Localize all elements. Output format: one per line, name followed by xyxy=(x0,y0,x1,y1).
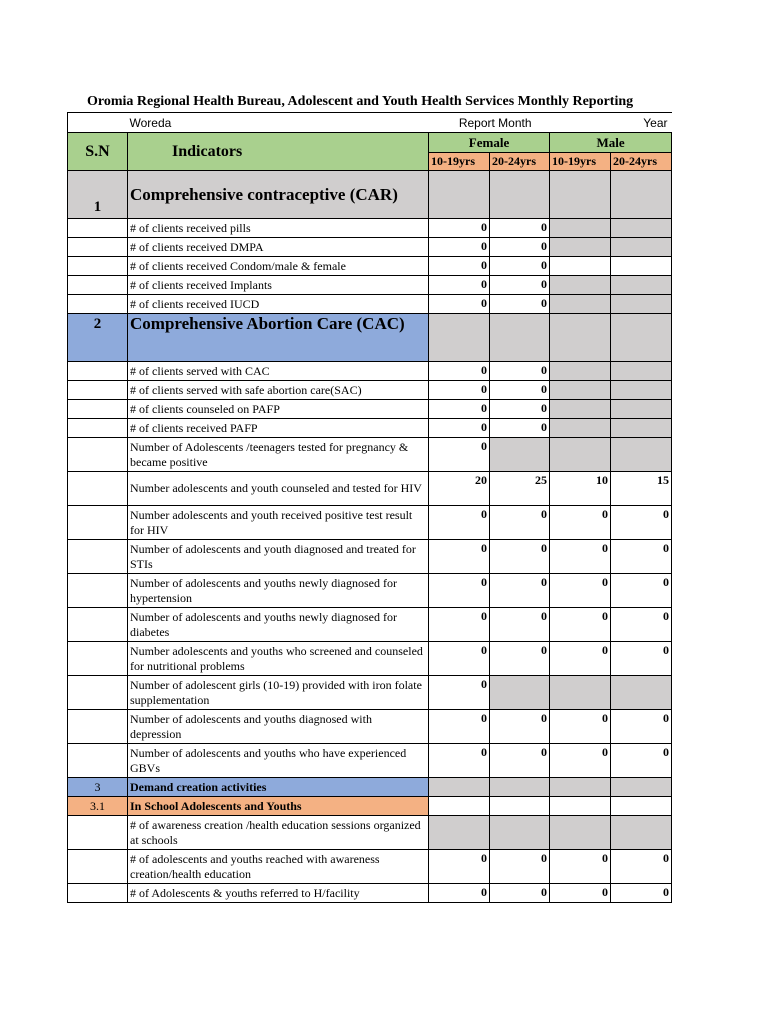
section-title: In School Adolescents and Youths xyxy=(128,797,429,816)
value-cell: 0 xyxy=(429,744,490,778)
value-cell xyxy=(550,419,611,438)
table-row xyxy=(68,219,672,238)
value-cell xyxy=(429,816,490,850)
row-sn xyxy=(68,238,128,257)
row-sn xyxy=(68,438,128,472)
table-row xyxy=(68,276,672,295)
table-row xyxy=(68,744,672,778)
row-sn xyxy=(68,884,128,903)
section-sn: 3.1 xyxy=(68,797,128,816)
value-cell xyxy=(490,676,550,710)
value-cell: 0 xyxy=(429,219,490,238)
table-row xyxy=(68,816,672,850)
section-sn: 1 xyxy=(68,171,128,219)
section-title: Demand creation activities xyxy=(128,778,429,797)
value-cell: 0 xyxy=(611,540,672,574)
value-cell: 0 xyxy=(429,710,490,744)
indicator-label: # of awareness creation /health education sessions organized at schools xyxy=(128,816,429,850)
value-cell: 0 xyxy=(490,608,550,642)
value-cell: 0 xyxy=(429,400,490,419)
table-row xyxy=(68,419,672,438)
report-title: Oromia Regional Health Bureau, Adolescent and Youth Health Services Monthly Reporting xyxy=(87,94,634,109)
value-cell: 0 xyxy=(429,574,490,608)
value-cell xyxy=(550,276,611,295)
indicator-label: Number adolescents and youth received positive test result for HIV xyxy=(128,506,429,540)
table-row xyxy=(68,438,672,472)
report-month-label: Report Month xyxy=(429,113,550,133)
indicator-label: # of clients served with safe abortion care(SAC) xyxy=(128,381,429,400)
value-cell xyxy=(550,816,611,850)
value-cell: 0 xyxy=(550,642,611,676)
row-sn xyxy=(68,400,128,419)
table-row xyxy=(68,884,672,903)
value-cell xyxy=(611,816,672,850)
value-cell: 0 xyxy=(550,506,611,540)
table-row xyxy=(68,608,672,642)
row-sn xyxy=(68,850,128,884)
indicator-label: Number of Adolescents /teenagers tested for pregnancy & became positive xyxy=(128,438,429,472)
value-cell: 0 xyxy=(611,850,672,884)
value-cell: 0 xyxy=(611,710,672,744)
value-cell xyxy=(550,257,611,276)
value-cell: 0 xyxy=(490,506,550,540)
indicator-label: # of clients received PAFP xyxy=(128,419,429,438)
table-row xyxy=(68,295,672,314)
value-cell: 0 xyxy=(429,238,490,257)
value-cell: 0 xyxy=(490,276,550,295)
row-sn xyxy=(68,362,128,381)
value-cell: 0 xyxy=(429,850,490,884)
value-cell: 20 xyxy=(429,472,490,506)
value-cell xyxy=(611,419,672,438)
row-sn xyxy=(68,295,128,314)
table-row xyxy=(68,472,672,506)
table-row xyxy=(68,574,672,608)
value-cell: 0 xyxy=(490,884,550,903)
indicator-label: # of clients served with CAC xyxy=(128,362,429,381)
value-cell: 0 xyxy=(429,257,490,276)
value-cell xyxy=(550,438,611,472)
indicator-label: # of clients received IUCD xyxy=(128,295,429,314)
indicator-label: Number of adolescents and youths diagnosed with depression xyxy=(128,710,429,744)
value-cell: 0 xyxy=(490,400,550,419)
value-cell xyxy=(550,238,611,257)
table-row xyxy=(68,642,672,676)
indicator-label: Number of adolescents and youth diagnosed and treated for STIs xyxy=(128,540,429,574)
rows-group-1 xyxy=(68,219,672,314)
indicator-label: Number adolescents and youth counseled and tested for HIV xyxy=(128,472,429,506)
report-table xyxy=(67,112,672,903)
value-cell: 0 xyxy=(490,710,550,744)
value-cell: 0 xyxy=(550,744,611,778)
value-cell: 0 xyxy=(611,642,672,676)
value-cell: 0 xyxy=(490,257,550,276)
table-row xyxy=(68,710,672,744)
row-sn xyxy=(68,816,128,850)
section-sn: 2 xyxy=(68,314,128,362)
value-cell: 0 xyxy=(550,884,611,903)
value-cell: 0 xyxy=(429,381,490,400)
row-sn xyxy=(68,744,128,778)
value-cell: 0 xyxy=(429,276,490,295)
value-cell: 0 xyxy=(550,540,611,574)
table-row xyxy=(68,850,672,884)
value-cell xyxy=(611,676,672,710)
row-sn xyxy=(68,642,128,676)
value-cell: 0 xyxy=(490,381,550,400)
row-sn xyxy=(68,472,128,506)
section-row xyxy=(68,314,672,362)
value-cell xyxy=(611,362,672,381)
indicator-label: # of clients received DMPA xyxy=(128,238,429,257)
row-sn xyxy=(68,540,128,574)
value-cell: 0 xyxy=(490,419,550,438)
indicator-label: # of adolescents and youths reached with awareness creation/health education xyxy=(128,850,429,884)
female-age-2024: 20-24yrs xyxy=(490,153,550,171)
rows-group-2 xyxy=(68,362,672,778)
section-sn: 3 xyxy=(68,778,128,797)
female-age-1019: 10-19yrs xyxy=(429,153,490,171)
value-cell: 0 xyxy=(550,574,611,608)
section-title: Comprehensive Abortion Care (CAC) xyxy=(128,314,429,362)
table-row xyxy=(68,676,672,710)
value-cell: 0 xyxy=(490,219,550,238)
value-cell: 0 xyxy=(429,362,490,381)
rows-group-3 xyxy=(68,816,672,903)
value-cell xyxy=(611,400,672,419)
value-cell: 0 xyxy=(611,506,672,540)
row-sn xyxy=(68,219,128,238)
value-cell: 0 xyxy=(490,238,550,257)
indicator-label: Number of adolescent girls (10-19) provided with iron folate supplementation xyxy=(128,676,429,710)
value-cell xyxy=(550,219,611,238)
section-row xyxy=(68,778,672,797)
indicator-label: # of Adolescents & youths referred to H/facility xyxy=(128,884,429,903)
value-cell: 0 xyxy=(490,642,550,676)
indicator-label: # of clients received Condom/male & female xyxy=(128,257,429,276)
sn-header: S.N xyxy=(68,133,128,171)
value-cell xyxy=(490,816,550,850)
row-sn xyxy=(68,608,128,642)
table-row xyxy=(68,238,672,257)
value-cell: 0 xyxy=(429,608,490,642)
value-cell: 0 xyxy=(429,884,490,903)
row-sn xyxy=(68,506,128,540)
value-cell: 0 xyxy=(490,540,550,574)
value-cell: 0 xyxy=(490,295,550,314)
value-cell: 0 xyxy=(429,295,490,314)
value-cell: 0 xyxy=(490,574,550,608)
male-header: Male xyxy=(550,133,672,153)
indicator-label: # of clients received pills xyxy=(128,219,429,238)
value-cell xyxy=(611,438,672,472)
value-cell: 0 xyxy=(611,884,672,903)
row-sn xyxy=(68,257,128,276)
indicator-label: # of clients received Implants xyxy=(128,276,429,295)
value-cell: 0 xyxy=(429,438,490,472)
value-cell xyxy=(490,438,550,472)
value-cell: 0 xyxy=(490,850,550,884)
male-age-2024: 20-24yrs xyxy=(611,153,672,171)
value-cell: 0 xyxy=(429,676,490,710)
value-cell: 0 xyxy=(611,744,672,778)
table-row xyxy=(68,381,672,400)
value-cell: 0 xyxy=(611,574,672,608)
value-cell: 0 xyxy=(550,710,611,744)
indicator-label: Number adolescents and youths who screened and counseled for nutritional problems xyxy=(128,642,429,676)
value-cell: 0 xyxy=(490,744,550,778)
indicator-label: Number of adolescents and youths who have experienced GBVs xyxy=(128,744,429,778)
row-sn xyxy=(68,710,128,744)
value-cell: 15 xyxy=(611,472,672,506)
value-cell xyxy=(550,362,611,381)
male-age-1019: 10-19yrs xyxy=(550,153,611,171)
value-cell xyxy=(611,219,672,238)
value-cell xyxy=(550,400,611,419)
indicator-label: Number of adolescents and youths newly diagnosed for diabetes xyxy=(128,608,429,642)
table-row xyxy=(68,257,672,276)
value-cell xyxy=(611,276,672,295)
value-cell: 25 xyxy=(490,472,550,506)
value-cell xyxy=(611,238,672,257)
value-cell: 0 xyxy=(550,850,611,884)
row-sn xyxy=(68,419,128,438)
value-cell: 10 xyxy=(550,472,611,506)
indicators-header: Indicators xyxy=(128,133,429,171)
table-row xyxy=(68,400,672,419)
value-cell xyxy=(550,676,611,710)
value-cell: 0 xyxy=(429,506,490,540)
row-sn xyxy=(68,574,128,608)
section-row xyxy=(68,171,672,219)
section-title: Comprehensive contraceptive (CAR) xyxy=(128,171,429,219)
value-cell: 0 xyxy=(429,642,490,676)
value-cell xyxy=(550,381,611,400)
value-cell xyxy=(611,295,672,314)
woreda-label: Woreda xyxy=(128,113,429,133)
value-cell: 0 xyxy=(611,608,672,642)
meta-row xyxy=(68,113,672,133)
value-cell: 0 xyxy=(490,362,550,381)
section-row xyxy=(68,797,672,816)
indicator-label: # of clients counseled on PAFP xyxy=(128,400,429,419)
row-sn xyxy=(68,676,128,710)
table-row xyxy=(68,506,672,540)
value-cell xyxy=(611,381,672,400)
female-header: Female xyxy=(429,133,550,153)
row-sn xyxy=(68,276,128,295)
table-row xyxy=(68,540,672,574)
value-cell: 0 xyxy=(429,540,490,574)
value-cell xyxy=(611,257,672,276)
year-label: Year xyxy=(550,113,672,133)
table-row xyxy=(68,362,672,381)
value-cell: 0 xyxy=(429,419,490,438)
indicator-label: Number of adolescents and youths newly diagnosed for hypertension xyxy=(128,574,429,608)
row-sn xyxy=(68,381,128,400)
value-cell: 0 xyxy=(550,608,611,642)
value-cell xyxy=(550,295,611,314)
